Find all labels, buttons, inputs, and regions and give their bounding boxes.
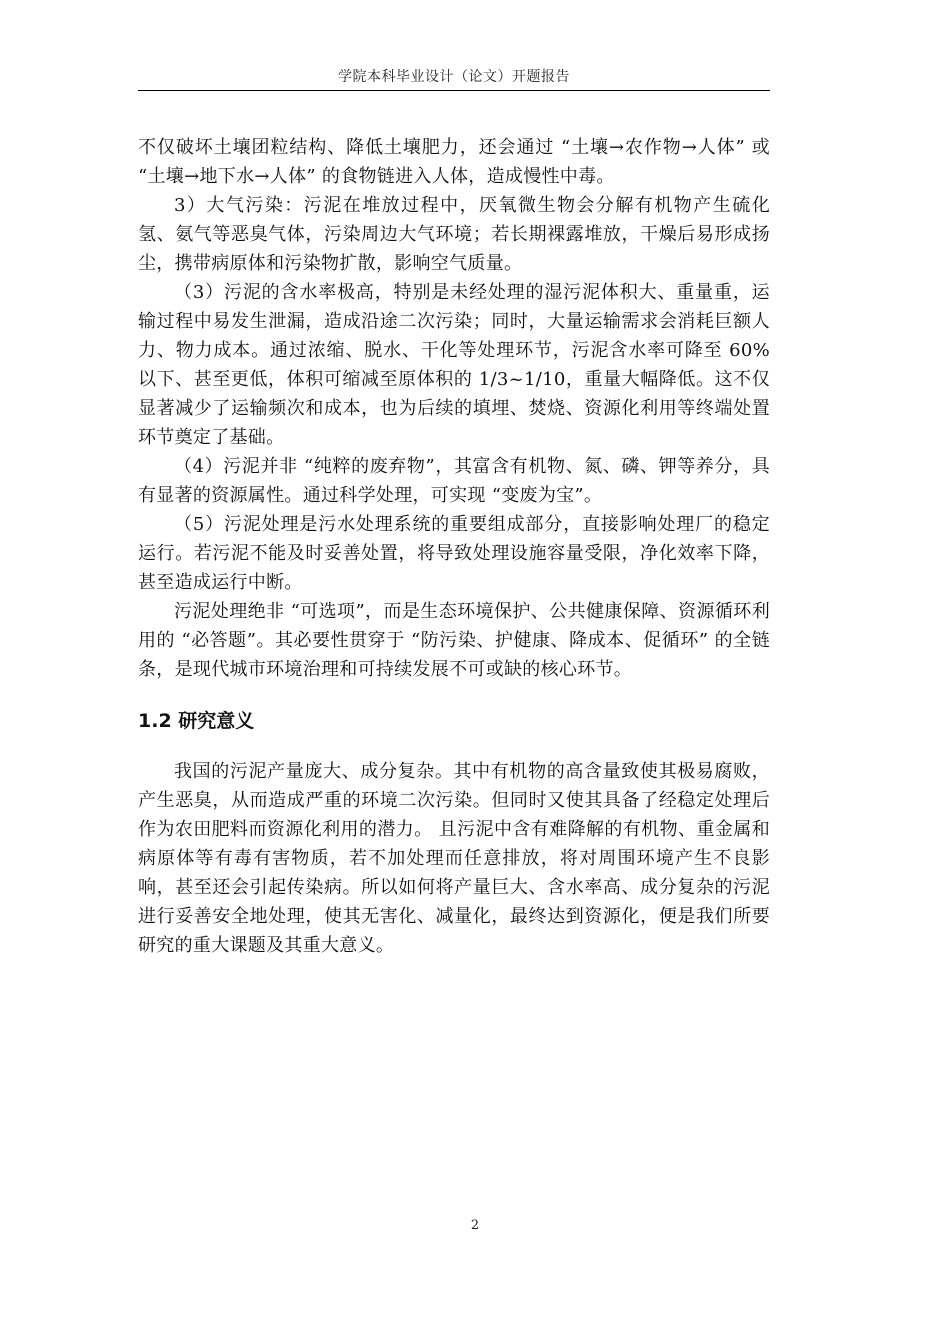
paragraph-significance: 我国的污泥产量庞大、成分复杂。其中有机物的高含量致使其极易腐败，产生恶臭，从而造成严重的环境二次污染。但同时又使其具备了经稳定处理后作为农田肥料而资源化利用的潜力。 且污泥中含有难降解的有机物、重金属和病原体等有毒有害物质，若不加处理而任意排放，将对周围环境产生不良影响，甚至还会引起传染病。所以如何将产量巨大、含水率高、成分复杂的污泥进行妥善安全地处理，使其无害化、减量化，最终达到资源化，便是我们所要研究的重大课题及其重大意义。 bbox=[138, 761, 770, 956]
section-heading: 1.2 研究意义 bbox=[138, 710, 255, 732]
page-number: 2 bbox=[470, 1218, 480, 1233]
paragraph-conclusion: 污泥处理绝非 “可选项”，而是生态环境保护、公共健康保障、资源循环利用的 “必答题”。其必要性贯穿于 “防污染、护健康、降成本、促循环” 的全链条，是现代城市环境治理和可持续发展不可或缺的核心环节。 bbox=[138, 601, 770, 680]
paragraph-point-5: （5）污泥处理是污水处理系统的重要组成部分，直接影响处理厂的稳定运行。若污泥不能及时妥善处置，将导致处理设施容量受限，净化效率下降，甚至造成运行中断。 bbox=[138, 514, 770, 593]
paragraph-air-pollution: 3）大气污染：污泥在堆放过程中，厌氧微生物会分解有机物产生硫化氢、氨气等恶臭气体，污染周边大气环境；若长期裸露堆放，干燥后易形成扬尘，携带病原体和污染物扩散，影响空气质量。 bbox=[138, 195, 770, 274]
paragraph-continuation: 不仅破坏土壤团粒结构、降低土壤肥力，还会通过 “土壤→农作物→人体” 或 “土壤→地下水→人体” 的食物链进入人体，造成慢性中毒。 bbox=[138, 137, 770, 187]
header-divider bbox=[138, 90, 770, 91]
paragraph-point-4: （4）污泥并非 “纯粹的废弃物”，其富含有机物、氮、磷、钾等养分，具有显著的资源属性。通过科学处理，可实现 “变废为宝”。 bbox=[138, 456, 770, 506]
page-header-title: 学院本科毕业设计（论文）开题报告 bbox=[338, 69, 570, 85]
page-body bbox=[138, 133, 770, 960]
paragraph-point-3: （3）污泥的含水率极高，特别是未经处理的湿污泥体积大、重量重，运输过程中易发生泄漏，造成沿途二次污染；同时，大量运输需求会消耗巨额人力、物力成本。通过浓缩、脱水、干化等处理环节，污泥含水率可降至 60% 以下、甚至更低，体积可缩减至原体积的 1/3~1/10，重量大幅降低。这不仅显著减少了运输频次和成本，也为后续的填埋、焚烧、资源化利用等终端处置环节奠定了基础。 bbox=[138, 282, 770, 448]
